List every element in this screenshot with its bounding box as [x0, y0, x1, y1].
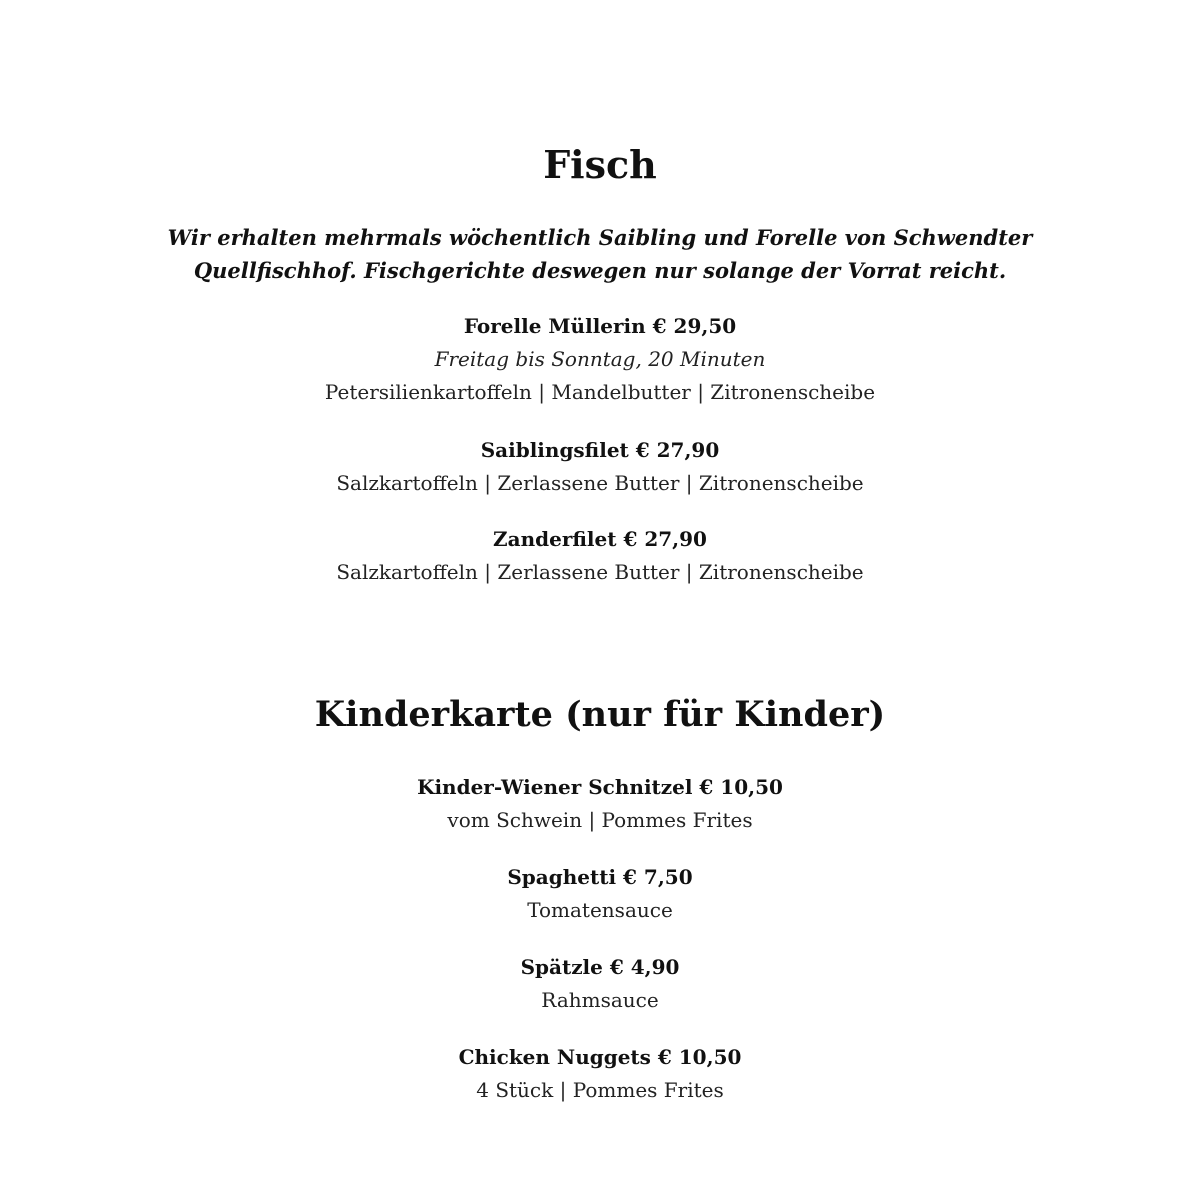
dish-chicken-nuggets [0, 1041, 1200, 1107]
dish-name: Spaghetti € 7,50 [507, 865, 693, 889]
dish-sides: Salzkartoffeln | Zerlassene Butter | Zitronenscheibe [336, 560, 864, 584]
dish-name: Forelle Müllerin € 29,50 [463, 314, 737, 338]
dish-name: Kinder-Wiener Schnitzel € 10,50 [417, 775, 783, 799]
fisch-intro [150, 221, 1050, 287]
dish-sides: 4 Stück | Pommes Frites [476, 1078, 724, 1102]
dish-spaghetti [0, 861, 1200, 927]
dish-zanderfilet [0, 523, 1200, 589]
fisch-intro-line-2: Quellfischhof. Fischgerichte deswegen nur solange der Vorrat reicht. [193, 258, 1007, 283]
dish-name: Zanderfilet € 27,90 [493, 527, 707, 551]
dish-name: Spätzle € 4,90 [520, 955, 680, 979]
dish-sides: Salzkartoffeln | Zerlassene Butter | Zitronenscheibe [336, 471, 864, 495]
dish-name: Saiblingsfilet € 27,90 [480, 438, 720, 462]
section-title-kinderkarte: Kinderkarte (nur für Kinder) [314, 694, 886, 735]
fisch-intro-line-1: Wir erhalten mehrmals wöchentlich Saibling und Forelle von Schwendter [167, 225, 1033, 250]
dish-forelle-muellerin [0, 310, 1200, 409]
dish-sides: Tomatensauce [527, 898, 673, 922]
dish-name: Chicken Nuggets € 10,50 [458, 1045, 742, 1069]
dish-sides: vom Schwein | Pommes Frites [447, 808, 753, 832]
section-title-fisch: Fisch [543, 142, 657, 187]
dish-note: Freitag bis Sonntag, 20 Minuten [434, 347, 766, 371]
dish-sides: Petersilienkartoffeln | Mandelbutter | Zitronenscheibe [324, 380, 876, 404]
dish-kinder-wiener-schnitzel [0, 771, 1200, 837]
dish-sides: Rahmsauce [541, 988, 659, 1012]
dish-saiblingsfilet [0, 434, 1200, 500]
dish-spaetzle [0, 951, 1200, 1017]
